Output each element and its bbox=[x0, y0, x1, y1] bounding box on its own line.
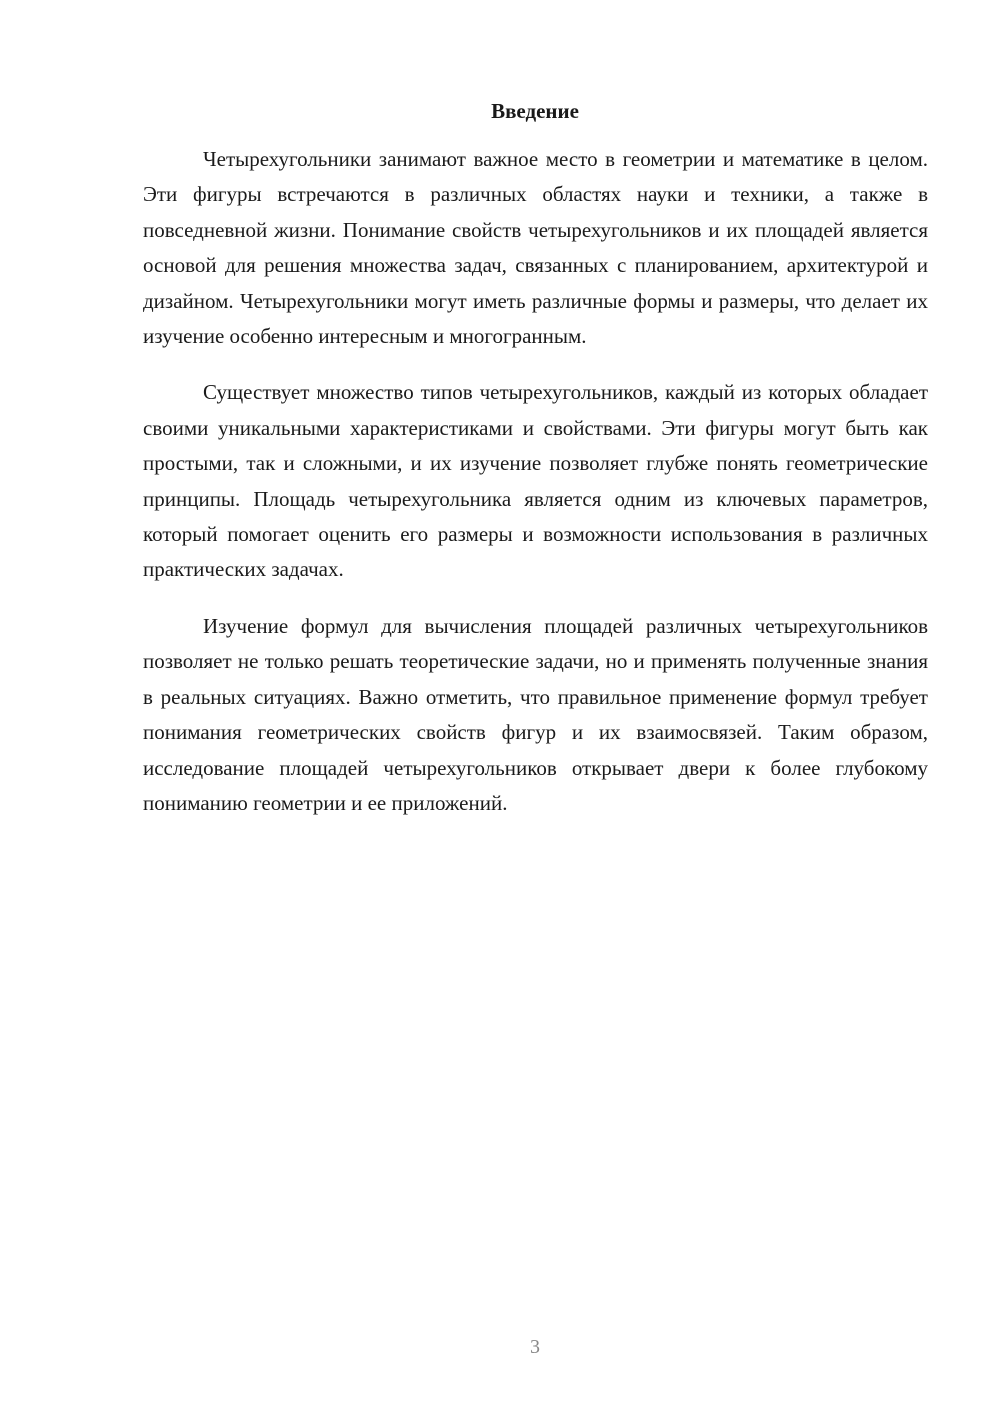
body-text bbox=[143, 142, 928, 842]
paragraph-1: Четырехугольники занимают важное место в геометрии и математике в целом. Эти фигуры встречаются в различных областях науки и техники, а также в повседневной жизни. Понимание свойств четырехугольников и их площадей является основой для решения множества задач, связанных с планированием, архитектурой и дизайном. Четырехугольники могут иметь различные формы и размеры, что делает их изучение особенно интересным и многогранным. bbox=[143, 147, 928, 349]
paragraph-2: Существует множество типов четырехугольников, каждый из которых обладает своими уникальными характеристиками и свойствами. Эти фигуры могут быть как простыми, так и сложными, и их изучение позволяет глубже понять геометрические принципы. Площадь четырехугольника является одним из ключевых параметров, который помогает оценить его размеры и возможности использования в различных практических задачах. bbox=[143, 380, 928, 582]
page-number: 3 bbox=[530, 1336, 540, 1358]
section-heading: Введение bbox=[491, 99, 579, 123]
paragraph-3: Изучение формул для вычисления площадей различных четырехугольников позволяет не только решать теоретические задачи, но и применять полученные знания в реальных ситуациях. Важно отметить, что правильное применение формул требует понимания геометрических свойств фигур и их взаимосвязей. Таким образом, исследование площадей четырехугольников открывает двери к более глубокому пониманию геометрии и ее приложений. bbox=[143, 613, 928, 815]
